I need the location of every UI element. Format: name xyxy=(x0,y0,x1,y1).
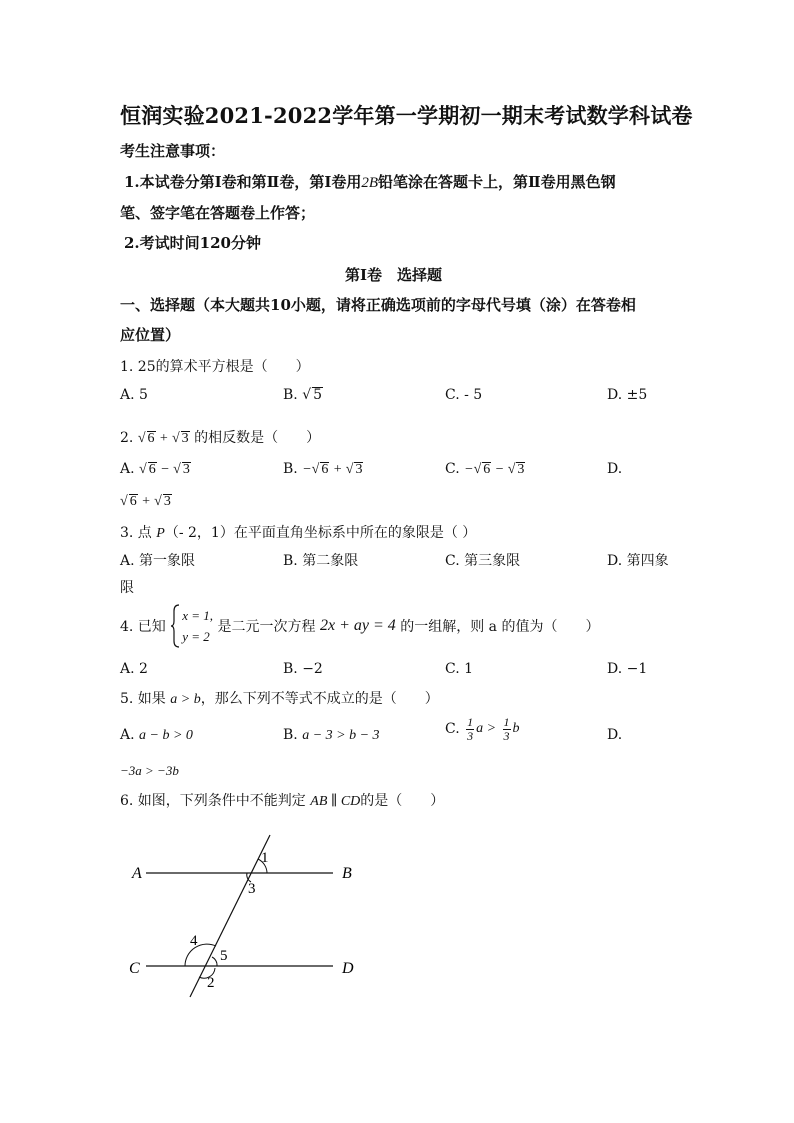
section-title: 第Ⅰ卷 选择题 xyxy=(345,266,443,284)
question-5-stem: 5. 如果 a > b，那么下列不等式不成立的是（ ） xyxy=(120,691,439,707)
label-c: C xyxy=(129,960,140,977)
q5-option-c: C. $\frac{1}{3}$ a > $\frac{1}{3}$ b xyxy=(445,715,520,743)
q3-option-b: B. 第二象限 xyxy=(283,553,359,569)
q1-option-b: B. √ 5 xyxy=(283,387,323,403)
label-d: D xyxy=(342,960,354,977)
q2-option-c: C. −√ 6 − √ 3 xyxy=(445,461,525,477)
q5-option-b: B. a − 3 > b − 3 xyxy=(283,727,380,743)
section-heading: 一、选择题（本大题共10小题，请将正确选项前的字母代号填（涂）在答卷相 xyxy=(120,296,636,314)
q4-option-c: C. 1 xyxy=(445,661,474,677)
label-angle-3: 3 xyxy=(248,881,256,897)
question-1-stem: 1. 25的算术平方根是（ ） xyxy=(120,359,310,375)
q4-equation-system: x = 1, y = 2 xyxy=(170,604,213,648)
label-a: A xyxy=(132,865,142,882)
question-6-stem: 6. 如图，下列条件中不能判定 AB ∥ CD的是（ ） xyxy=(120,793,445,809)
q4-option-a: A. 2 xyxy=(120,661,148,677)
brace-icon xyxy=(170,604,180,648)
q1-option-d: D. ±5 xyxy=(607,387,648,403)
notice-heading: 考生注意事项： xyxy=(120,142,226,160)
q3-option-a: A. 第一象限 xyxy=(120,553,196,569)
q2-option-a: A. √ 6 − √ 3 xyxy=(120,461,190,477)
question-3-stem: 3. 点 P（- 2，1）在平面直角坐标系中所在的象限是（ ） xyxy=(120,525,477,541)
q5-option-d: D. xyxy=(607,727,623,743)
q2-option-d: D. xyxy=(607,461,623,477)
q4-option-b: B. −2 xyxy=(283,661,323,677)
q1-option-a: A. 5 xyxy=(120,387,148,403)
label-angle-5: 5 xyxy=(220,948,228,964)
q1-option-c: C. - 5 xyxy=(445,387,483,403)
question-4-stem: 4. 已知 x = 1, y = 2 是二元一次方程 2x + ay = 4 的一组解，则 a 的值为（ ） xyxy=(120,604,599,648)
section-heading-cont: 应位置） xyxy=(120,326,181,344)
q3-option-c: C. 第三象限 xyxy=(445,553,521,569)
q3-option-d-wrap: 限 xyxy=(120,580,134,596)
label-angle-2: 2 xyxy=(207,975,215,991)
q2-option-d-expr: √ 6 + √ 3 xyxy=(120,494,171,509)
q3-option-d: D. 第四象 xyxy=(607,553,669,569)
label-b: B xyxy=(342,865,352,882)
q5-option-a: A. a − b > 0 xyxy=(120,727,193,743)
q2-expression: √ 6 + √ 3 xyxy=(137,431,189,446)
parallel-lines-figure xyxy=(120,825,380,1010)
notice-item-1-cont: 笔、签字笔在答题卷上作答； xyxy=(120,204,316,222)
notice-item-2: 2.考试时间120分钟 xyxy=(124,234,261,252)
q5-option-d-expr: −3a > −3b xyxy=(120,763,179,778)
label-angle-4: 4 xyxy=(190,933,198,949)
q2-option-b: B. −√ 6 + √ 3 xyxy=(283,461,363,477)
angle-5-arc xyxy=(212,957,217,966)
exam-title: 恒润实验2021-2022学年第一学期初一期末考试数学科试卷 xyxy=(120,103,693,128)
notice-item-1: 1.本试卷分第Ⅰ卷和第Ⅱ卷，第Ⅰ卷用2B铅笔涂在答题卡上，第Ⅱ卷用黑色钢 xyxy=(124,173,616,191)
label-angle-1: 1 xyxy=(261,850,269,866)
question-2-stem: 2. √ 6 + √ 3 的相反数是（ ） xyxy=(120,430,321,446)
q4-option-d: D. −1 xyxy=(607,661,648,677)
